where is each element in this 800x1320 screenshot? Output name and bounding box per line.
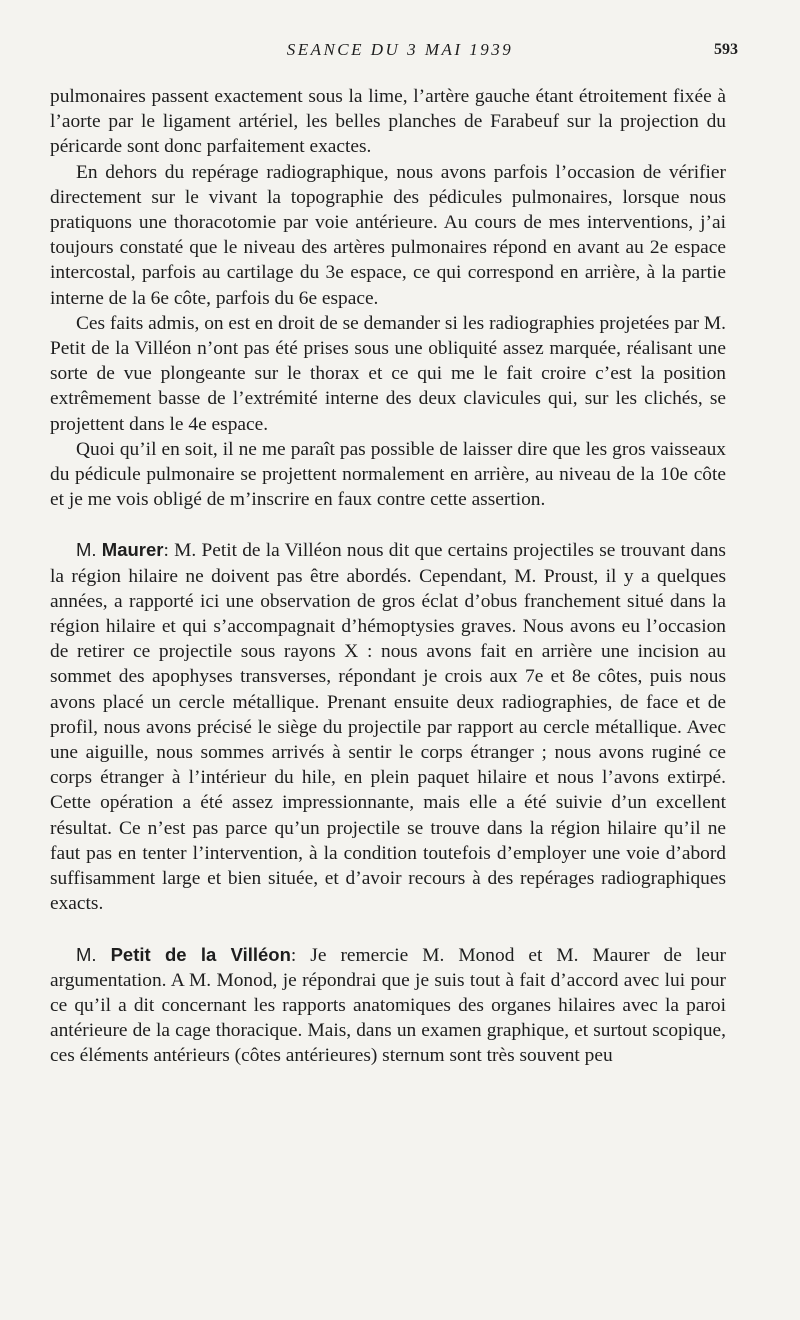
paragraph-2 <box>50 160 726 311</box>
paragraph-text: pulmonaires passent exactement sous la lime, l’artère gauche étant étroitement fixée à l’aorte par le ligament artériel, les belles planches de Farabeuf sur la projection du péricarde sont donc parfaitement exactes. <box>50 86 726 158</box>
paragraph-text: : Je remercie M. Monod et M. Maurer de leur argumentation. A M. Monod, je répondrai que je suis tout à fait d’accord avec lui pour ce qu’il a dit concernant les rapports anatomiques des organes hilaires avec la paroi antérieure de la cage thoracique. Mais, dans un examen graphique, et surtout scopique, ces éléments antérieurs (côtes antérieures) sternum sont très souvent peu <box>50 944 727 1067</box>
paragraph-petit-de-la-villeon <box>50 942 726 1069</box>
speaker-name: Petit de la Villéon <box>110 943 291 965</box>
page-header <box>0 40 800 70</box>
paragraph-text: En dehors du repérage radiographique, nous avons parfois l’occasion de vérifier directement sur le vivant la topographie des pédicules pulmonaires, lorsque nous pratiquons une thoracotomie par voie antérieure. Au cours de mes interventions, j’ai toujours constaté que le niveau des artères pulmonaires répond en avant au 2e espace intercostal, parfois au cartilage du 3e espace, ce qui correspond en arrière, à la partie interne de la 6e côte, parfois du 6e espace. <box>50 161 726 309</box>
paragraph-text: Quoi qu’il en soit, il ne me paraît pas possible de laisser dire que les gros vaisseaux du pédicule pulmonaire se projettent normalement en arrière, au niveau de la 10e côte et je me vois obligé de m’inscrire en faux contre cette assertion. <box>50 438 726 511</box>
speaker-prefix: M. <box>76 943 97 965</box>
body-text <box>50 84 726 1069</box>
paragraph-3 <box>50 311 726 437</box>
paragraph-text: Ces faits admis, on est en droit de se demander si les radiographies projetées par M. Petit de la Villéon n’ont pas été prises sous une obliquité assez marquée, réalisant une sorte de vue plongeante sur le thorax et ce qui me le fait croire c’est la position extrêmement basse de l’extrémité interne des deux clavicules qui, sur les clichés, se projettent dans le 4e espace. <box>50 312 726 435</box>
paragraph-1 <box>50 84 726 160</box>
paragraph-maurer <box>50 537 726 916</box>
running-head: SEANCE DU 3 MAI 1939 <box>286 40 514 59</box>
speaker-prefix: M. <box>76 539 97 561</box>
speaker-name: Maurer <box>101 539 164 561</box>
paragraph-text: : M. Petit de la Villéon nous dit que certains projectiles se trouvant dans la région hilaire ne doivent pas être abordés. Cependant, M. Proust, il y a quelques années, a rapporté ici une observation de gros éclat d’obus franchement situé dans la région hilaire et qui s’accompagnait d’hémoptysies graves. Nous avons eu l’occasion de retirer ce projectile sous rayons X : nous avons fait en arrière une incision au sommet des apophyses transverses, répondant je crois aux 7e et 8e côtes, puis nous avons placé un cercle métallique. Prenant ensuite deux radiographies, de face et de profil, nous avons précisé le siège du projectile par rapport au cercle métallique. Avec une aiguille, nous sommes arrivés à sentir le corps étranger ; nous avons ruginé ce corps étranger à l’intérieur du hile, en plein paquet hilaire et nous l’avons extirpé. Cette opération a été assez impressionnante, mais elle a été suivie d’un excellent résultat. Ce n’est pas parce qu’un projectile se trouve dans la région hilaire qu’il ne faut pas en tenter l’intervention, à la condition toutefois d’employer une voie d’abord suffisamment large et bien située, et d’avoir recours à des repérages radiographiques exacts. <box>50 540 726 915</box>
page-number: 593 <box>714 41 738 58</box>
paragraph-4 <box>50 437 726 513</box>
